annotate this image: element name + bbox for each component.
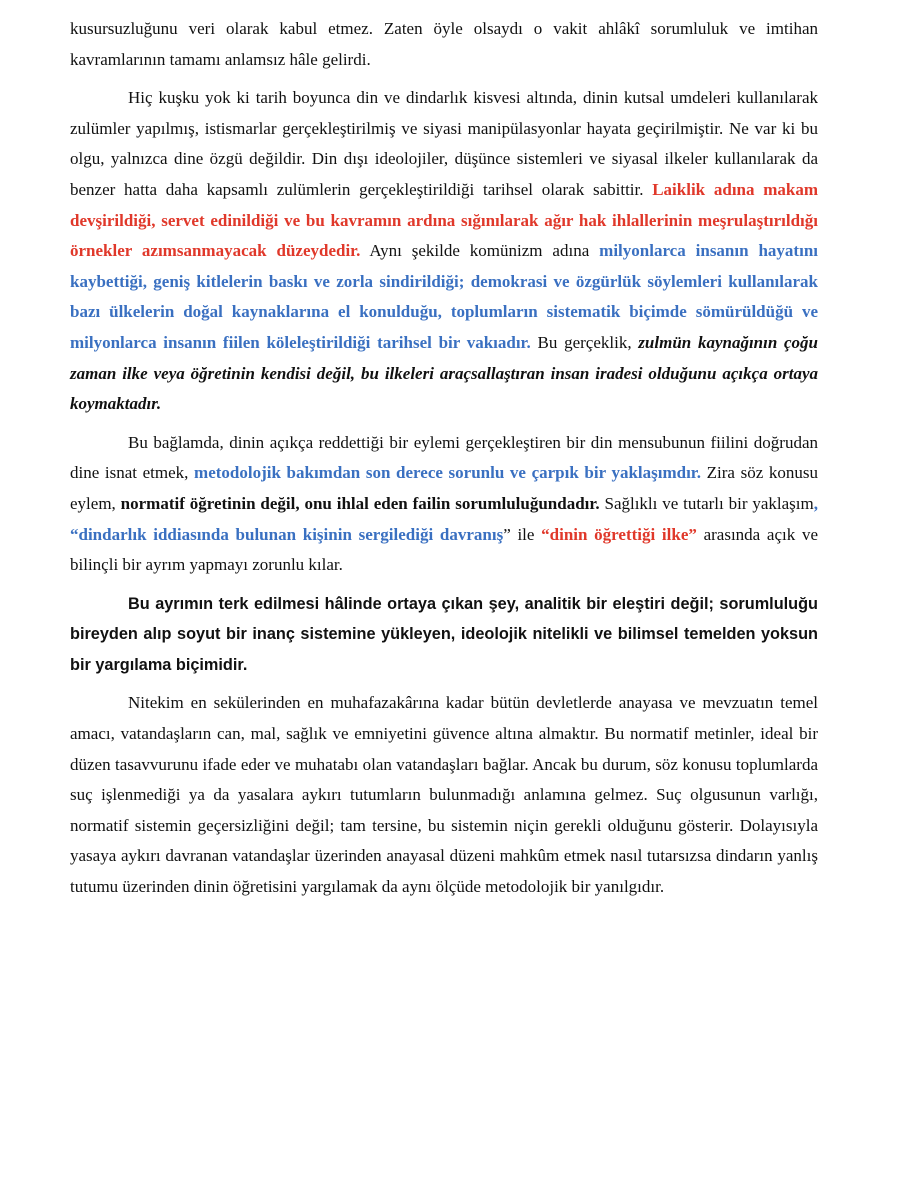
- red-emphasis-dinin-ogrettigi: “dinin öğrettiği ilke”: [541, 524, 697, 544]
- paragraph-3-text-c: Sağlıklı ve tutarlı bir yaklaşım: [599, 493, 814, 513]
- blue-emphasis-dindarlik: , “dindarlık iddiasında bulunan kişinin sergilediği davranış: [70, 493, 818, 544]
- paragraph-5-text: Nitekim en sekülerinden en muhafazakârına kadar bütün devletlerde anayasa ve mevzuatın temel amacı, vatandaşların can, mal, sağlık ve emniyetini güvence altına almaktır. Bu normatif metinler, ideal bir düzen tasavvurunu ifade eder ve muhatabı olan vatandaşları bağlar. Ancak bu durum, söz konusu toplumlarda suç işlenmediği ya da yasalara aykırı tutumların bulunmadığı anlamına gelmez. Suç olgusunun varlığı, normatif sistemin geçersizliğini değil; tam tersine, bu sistemin niçin gerekli olduğunu gösterir. Dolayısıyla yasaya aykırı davranan vatandaşlar üzerinden anayasal düzeni mahkûm etmek nasıl tutarsızsa dindarın yanlış tutumu üzerinden dinin öğretisini yargılamak da aynı ölçüde metodolojik bir yanılgıdır.: [70, 693, 818, 897]
- paragraph-3-text-d: ” ile: [503, 524, 542, 544]
- red-emphasis-laiklik: Laiklik adına makam devşirildiği, servet edinildiği ve bu kavramın ardına sığınılarak ağır hak ihlallerinin meşrulaştırıldığı örnekler azımsanmayacak düzeydedir.: [70, 179, 819, 261]
- bold-italic-conclusion: zulmün kaynağının çoğu zaman ilke veya öğretinin kendisi değil, bu ilkeleri araçsallaştıran insan iradesi olduğunu açıkça ortaya koymaktadır.: [70, 332, 819, 414]
- paragraph-3-text-b: Zira söz konusu eylem,: [70, 463, 818, 513]
- blue-emphasis-komunizm: milyonlarca insanın hayatını kaybettiği, geniş kitlelerin baskı ve zorla sindirildiği; demokrasi ve özgürlük söylemleri kullanılarak bazı ülkelerin doğal kaynaklarına el konulduğu, toplumların sistematik biçimde sömürüldüğü ve milyonlarca insanın fiilen köleleştirildiği tarihsel bir vakıadır.: [70, 241, 818, 352]
- paragraph-2: [70, 83, 818, 420]
- paragraph-2-text-b: Aynı şekilde komünizm adına: [360, 241, 600, 261]
- paragraph-5: [70, 688, 818, 902]
- paragraph-3: [70, 428, 818, 581]
- paragraph-1: [70, 14, 818, 75]
- blue-emphasis-metodolojik: metodolojik bakımdan son derece sorunlu ve çarpık bir yaklaşımdır.: [194, 463, 702, 483]
- paragraph-1-text: kusursuzluğunu veri olarak kabul etmez. Zaten öyle olsaydı o vakit ahlâkî sorumluluk ve imtihan kavramlarının tamamı anlamsız hâle gelirdi.: [70, 19, 818, 69]
- paragraph-2-text-a: Hiç kuşku yok ki tarih boyunca din ve dindarlık kisvesi altında, dinin kutsal umdeleri kullanılarak zulümler yapılmış, istismarlar gerçekleştirilmiş ve siyasi manipülasyonlar hayata geçirilmiştir. Ne var ki bu olgu, yalnızca dine özgü değildir. Din dışı ideolojiler, düşünce sistemleri ve siyasal ilkeler kullanılarak da benzer hatta daha kapsamlı zulümlerin gerçekleştirildiği tarihsel olarak sabittir.: [70, 88, 818, 199]
- paragraph-3-text-e: arasında açık ve bilinçli bir ayrım yapmayı zorunlu kılar.: [70, 524, 818, 575]
- paragraph-2-text-c: Bu gerçeklik,: [530, 332, 639, 352]
- paragraph-4-text: Bu ayrımın terk edilmesi hâlinde ortaya çıkan şey, analitik bir eleştiri değil; sorumluluğu bireyden alıp soyut bir inanç sistemine yükleyen, ideolojik nitelikli ve bilimsel temelden yoksun bir yargılama biçimidir.: [70, 594, 818, 674]
- bold-emphasis-normatif: normatif öğretinin değil, onu ihlal eden failin sorumluluğundadır.: [120, 493, 600, 513]
- document-page: [70, 14, 818, 911]
- paragraph-3-text-a: Bu bağlamda, dinin açıkça reddettiği bir eylemi gerçekleştiren bir din mensubunun fiilini doğrudan dine isnat etmek,: [70, 432, 818, 483]
- paragraph-4: [70, 589, 818, 681]
